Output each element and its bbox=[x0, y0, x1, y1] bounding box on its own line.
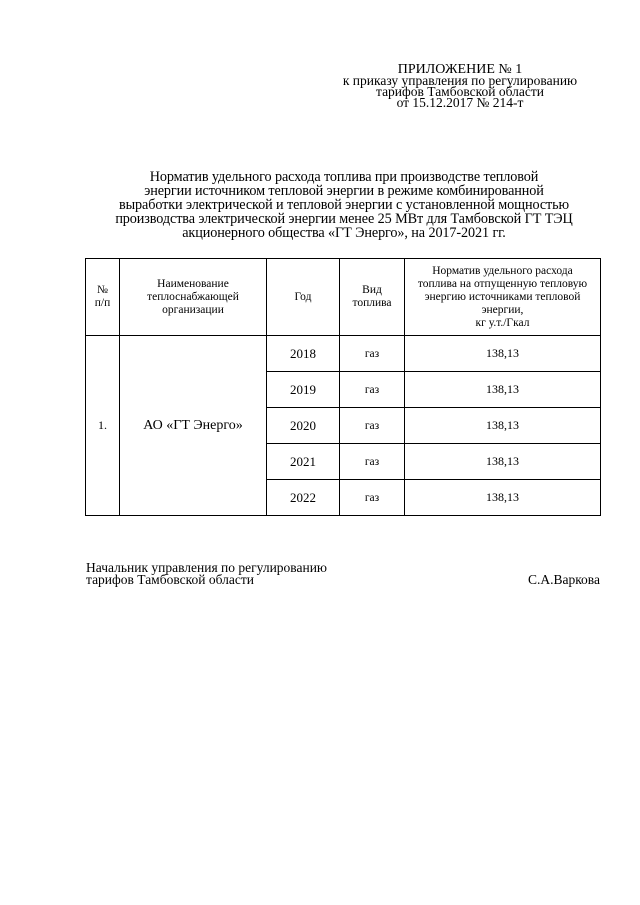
header-organization-line: теплоснабжающей bbox=[147, 290, 239, 303]
organization-name: АО «ГТ Энерго» bbox=[120, 336, 267, 516]
signer-name: С.А.Варкова bbox=[527, 572, 600, 587]
header-norm-line: кг у.т./Гкал bbox=[475, 316, 530, 329]
heading-line-1: Норматив удельного расхода топлива при производстве тепловой bbox=[149, 169, 539, 185]
norm-value-cell: 138,13 bbox=[405, 480, 601, 516]
year-cell: 2020 bbox=[267, 408, 340, 444]
row-number: 1. bbox=[86, 336, 120, 516]
header-fuel-type bbox=[340, 259, 405, 336]
header-norm bbox=[405, 259, 601, 336]
header-fuel-line: Вид bbox=[362, 284, 382, 296]
year-cell: 2021 bbox=[267, 444, 340, 480]
header-norm-line: энергию источниками тепловой bbox=[424, 290, 581, 303]
header-year: Год bbox=[267, 259, 340, 336]
table-header-row bbox=[86, 259, 601, 336]
signature-title-line-1: Начальник управления по регулированию bbox=[86, 560, 328, 575]
header-norm-line: топлива на отпущенную тепловую bbox=[417, 277, 588, 290]
appendix-line-1: к приказу управления по регулированию bbox=[342, 73, 578, 88]
header-organization-line: Наименование bbox=[157, 277, 229, 290]
appendix-line-3: от 15.12.2017 № 214-т bbox=[396, 95, 524, 110]
header-number-line: п/п bbox=[94, 297, 111, 309]
norm-value-cell: 138,13 bbox=[405, 444, 601, 480]
header-number-line: № bbox=[97, 284, 108, 296]
fuel-cell: газ bbox=[340, 444, 405, 480]
heading-line-2: энергии источником тепловой энергии в режиме комбинированной bbox=[144, 183, 544, 199]
header-fuel-line: топлива bbox=[352, 297, 392, 309]
norm-value-cell: 138,13 bbox=[405, 372, 601, 408]
document-heading bbox=[84, 170, 604, 240]
year-cell: 2019 bbox=[267, 372, 340, 408]
heading-line-3: выработки электрической и тепловой энергии с установленной мощностью bbox=[118, 197, 569, 213]
norm-value-cell: 138,13 bbox=[405, 408, 601, 444]
heading-line-5: акционерного общества «ГТ Энерго», на 2017-2021 гг. bbox=[182, 225, 506, 241]
header-norm-line: энергии, bbox=[481, 303, 524, 316]
fuel-cell: газ bbox=[340, 372, 405, 408]
header-norm-line: Норматив удельного расхода bbox=[432, 264, 573, 277]
year-cell: 2022 bbox=[267, 480, 340, 516]
appendix-block bbox=[300, 64, 620, 108]
heading-line-4: производства электрической энергии менее 25 МВт для Тамбовской ГТ ТЭЦ bbox=[115, 211, 573, 227]
header-organization-line: организации bbox=[162, 303, 224, 316]
norm-table bbox=[85, 258, 601, 516]
appendix-line-2: тарифов Тамбовской области bbox=[376, 84, 544, 99]
table-row bbox=[86, 336, 601, 372]
fuel-cell: газ bbox=[340, 408, 405, 444]
year-cell: 2018 bbox=[267, 336, 340, 372]
header-number bbox=[86, 259, 120, 336]
norm-value-cell: 138,13 bbox=[405, 336, 601, 372]
fuel-cell: газ bbox=[340, 336, 405, 372]
appendix-title: ПРИЛОЖЕНИЕ № 1 bbox=[397, 62, 523, 77]
signature-title-line-2: тарифов Тамбовской области bbox=[86, 572, 254, 587]
fuel-cell: газ bbox=[340, 480, 405, 516]
header-organization bbox=[120, 259, 267, 336]
